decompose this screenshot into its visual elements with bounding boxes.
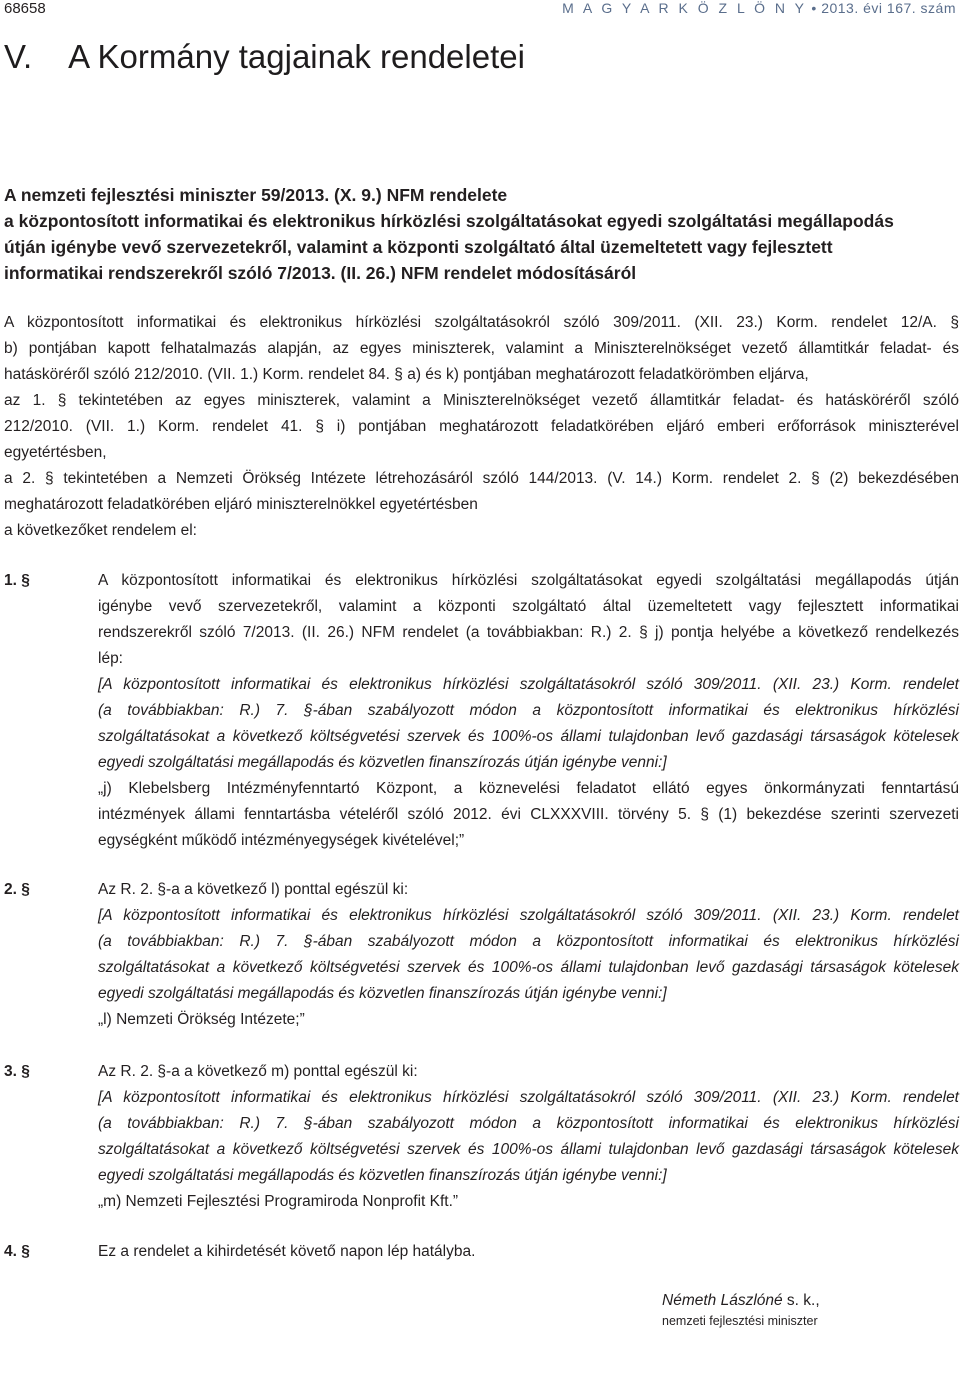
section-line: egyedi szolgáltatási megállapodás és közvetlen finanszírozás útján igénybe venni:] [98,985,667,1002]
section-label: 2. § [4,881,30,898]
section-line: szolgáltatásokat a következő költségvetési szervek és 100%-os állami tulajdonban levő gazdasági társaságok kötelesek [98,728,959,745]
section-label: 4. § [4,1243,30,1260]
section-line: szolgáltatásokat a következő költségvetési szervek és 100%-os állami tulajdonban levő gazdasági társaságok kötelesek [98,1141,959,1158]
section-line: egyedi szolgáltatási megállapodás és közvetlen finanszírozás útján igénybe venni:] [98,1167,667,1184]
section-3 [4,1059,959,1215]
section-body [98,568,959,854]
section-line: Az R. 2. §-a a következő l) ponttal egészül ki: [98,881,409,898]
preamble-line: a következőket rendelem el: [4,522,197,539]
preamble-line: a 2. § tekintetében a Nemzeti Örökség Intézete létrehozásáról szóló 144/2013. (V. 14.) Korm. rendelet 2. § (2) bekezdésében [4,470,959,487]
signatory-role: nemzeti fejlesztési miniszter [662,1314,818,1328]
preamble [4,310,959,544]
section-1 [4,568,959,854]
section-line: lép: [98,650,123,667]
section-line: rendszerekről szóló 7/2013. (II. 26.) NFM rendelet (a továbbiakban: R.) 2. § j) pontja helyébe a következő rendelkezés [98,624,959,641]
page-number: 68658 [4,0,46,17]
signatory-suffix: s. k., [782,1292,820,1309]
section-line: [A központosított informatikai és elektronikus hírközlési szolgáltatásokról szóló 309/2011. (XII. 23.) Korm. rendelet [98,1089,959,1106]
section-line: Ez a rendelet a kihirdetését követő napon lép hatályba. [98,1243,476,1260]
section-body [98,1239,959,1265]
section-line: (a továbbiakban: R.) 7. §-ában szabályozott módon a központosított informatikai és elektronikus hírközlési [98,702,959,719]
preamble-line: hatásköréről szóló 212/2010. (VII. 1.) Korm. rendelet 84. § a) és k) pontjában meghatározott feladatkörömben eljárva, [4,366,809,383]
section-line: „m) Nemzeti Fejlesztési Programiroda Nonprofit Kft.” [98,1193,459,1210]
section-line: Az R. 2. §-a a következő m) ponttal egészül ki: [98,1063,418,1080]
decree-title [4,182,956,286]
section-line: egyedi szolgáltatási megállapodás és közvetlen finanszírozás útján igénybe venni:] [98,754,667,771]
preamble-line: az 1. § tekintetében az egyes miniszterek, valamint a Miniszterelnökséget vezető államtitkár feladat- és hatásköréről szóló [4,392,959,409]
preamble-line: egyetértésben, [4,444,107,461]
preamble-line: 212/2010. (VII. 1.) Korm. rendelet 41. § i) pontjában meghatározott feladatkörében eljáró emberi erőforrások miniszterével [4,418,959,435]
section-body [98,877,959,1033]
section-line: (a továbbiakban: R.) 7. §-ában szabályozott módon a központosított informatikai és elektronikus hírközlési [98,933,959,950]
section-4 [4,1239,959,1265]
decree-title-line: A nemzeti fejlesztési miniszter 59/2013. (X. 9.) NFM rendelete [4,185,508,205]
preamble-line: A központosított informatikai és elektronikus hírközlési szolgáltatásokról szóló 309/2011. (XII. 23.) Korm. rendelet 12/A. § [4,314,959,331]
section-line: [A központosított informatikai és elektronikus hírközlési szolgáltatásokról szóló 309/2011. (XII. 23.) Korm. rendelet [98,676,959,693]
section-line: [A központosított informatikai és elektronikus hírközlési szolgáltatásokról szóló 309/2011. (XII. 23.) Korm. rendelet [98,907,959,924]
decree-title-line: a központosított informatikai és elektronikus hírközlési szolgáltatásokat egyedi szolgáltatási megállapodás [4,211,894,231]
preamble-line: b) pontjában kapott felhatalmazás alapján, az egyes miniszterek, valamint a Miniszterelnökséget vezető államtitkár feladat- és [4,340,959,357]
journal-title: M A G Y A R K Ö Z L Ö N Y [562,0,808,16]
section-line: intézmények állami fenntartásba vételéről szóló 2012. évi CLXXXVIII. törvény 5. § (1) bekezdése szerinti szervezeti [98,806,959,823]
section-label: 3. § [4,1063,30,1080]
section-2 [4,877,959,1033]
decree-title-line: informatikai rendszerekről szóló 7/2013. (II. 26.) NFM rendelet módosításáról [4,263,637,283]
signature-block [662,1292,820,1328]
section-line: igénybe vevő szervezetekről, valamint a központi szolgáltató által üzemeltetett vagy fejlesztett informatikai [98,598,959,615]
section-line: „j) Klebelsberg Intézményfenntartó Központ, a köznevelési feladatot ellátó egyes önkormányzati fenntartású [98,780,959,797]
journal-issue: • 2013. évi 167. szám [811,0,956,16]
section-label: 1. § [4,572,30,589]
section-heading [4,38,525,76]
section-line: „l) Nemzeti Örökség Intézete;” [98,1011,305,1028]
decree-title-line: útján igénybe vevő szervezetekről, valamint a központi szolgáltató által üzemeltetett vagy fejlesztett [4,237,833,257]
preamble-line: meghatározott feladatkörében eljáró miniszterelnökkel egyetértésben [4,496,478,513]
section-line: (a továbbiakban: R.) 7. §-ában szabályozott módon a központosított informatikai és elektronikus hírközlési [98,1115,959,1132]
section-line: A központosított informatikai és elektronikus hírközlési szolgáltatásokat egyedi szolgáltatási megállapodás útján [98,572,959,589]
journal-masthead [562,0,956,16]
section-number: V. [4,38,33,75]
section-line: szolgáltatásokat a következő költségvetési szervek és 100%-os állami tulajdonban levő gazdasági társaságok kötelesek [98,959,959,976]
section-body [98,1059,959,1215]
section-title: A Kormány tagjainak rendeletei [68,38,525,75]
signatory-name: Németh Lászlóné [662,1292,783,1309]
section-line: egységként működő intézményegységek kivételével;” [98,832,465,849]
